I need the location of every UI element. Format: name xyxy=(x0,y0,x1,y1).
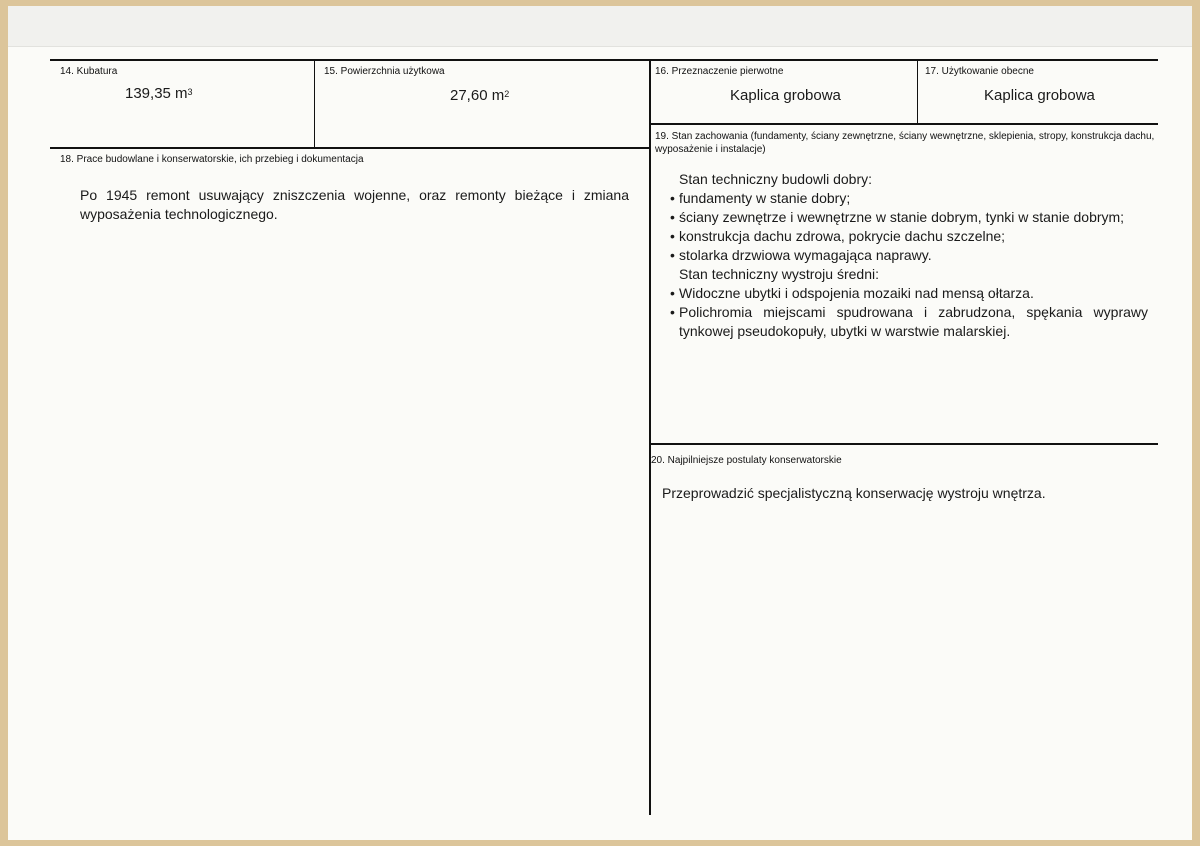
kubatura-label: 14. Kubatura xyxy=(60,66,118,77)
powierzchnia-value xyxy=(450,87,509,104)
rule-sec20 xyxy=(650,443,1158,445)
rule-top xyxy=(50,59,1158,61)
stan-item: • stolarka drzwiowa wymagająca naprawy. xyxy=(670,246,1148,265)
powierzchnia-label: 15. Powierzchnia użytkowa xyxy=(324,66,445,77)
rule-row1-right xyxy=(650,123,1158,125)
stan-item: • Widoczne ubytki i odspojenia mozaiki nad mensą ołtarza. xyxy=(670,284,1148,303)
record-sheet xyxy=(8,6,1192,840)
vrule-16-17 xyxy=(917,59,918,125)
vrule-14-15 xyxy=(314,59,315,149)
prace-label: 18. Prace budowlane i konserwatorskie, ich przebieg i dokumentacja xyxy=(60,154,364,165)
kubatura-exponent: 3 xyxy=(187,87,193,97)
stan-item: • Polichromia miejscami spudrowana i zabrudzona, spękania wyprawy tynkowej pseudokopuły, ubytki w warstwie malarskiej. xyxy=(670,303,1148,341)
stan-item: • ściany zewnętrze i wewnętrzne w stanie dobrym, tynki w stanie dobrym; xyxy=(670,208,1148,227)
przeznaczenie-value: Kaplica grobowa xyxy=(730,87,841,104)
top-strip xyxy=(8,6,1192,47)
vrule-center xyxy=(649,59,651,815)
postulaty-text: Przeprowadzić specjalistyczną konserwację wystroju wnętrza. xyxy=(662,485,1046,501)
stan-list xyxy=(670,170,1148,341)
prace-text: Po 1945 remont usuwający zniszczenia wojenne, oraz remonty bieżące i zmiana wyposażenia technologicznego. xyxy=(80,187,629,222)
powierzchnia-exponent: 2 xyxy=(504,89,510,99)
stan-item: • fundamenty w stanie dobry; xyxy=(670,189,1148,208)
uzytkowanie-label: 17. Użytkowanie obecne xyxy=(925,66,1034,77)
rule-row1-left xyxy=(50,147,650,149)
przeznaczenie-label: 16. Przeznaczenie pierwotne xyxy=(655,66,784,77)
stan-heading-budowli: Stan techniczny budowli dobry: xyxy=(679,171,872,187)
powierzchnia-number: 27,60 m xyxy=(450,87,505,104)
stan-label: 19. Stan zachowania (fundamenty, ściany zewnętrzne, ściany wewnętrzne, sklepienia, stropy, konstrukcja dachu, wyposażenie i instalacje) xyxy=(655,131,1155,155)
kubatura-value xyxy=(125,85,193,102)
stan-item: • konstrukcja dachu zdrowa, pokrycie dachu szczelne; xyxy=(670,227,1148,246)
postulaty-label: 20. Najpilniejsze postulaty konserwatorskie xyxy=(651,455,842,466)
stan-heading-wystroju: Stan techniczny wystroju średni: xyxy=(679,266,879,282)
kubatura-number: 139,35 m xyxy=(125,85,188,102)
uzytkowanie-value: Kaplica grobowa xyxy=(984,87,1095,104)
